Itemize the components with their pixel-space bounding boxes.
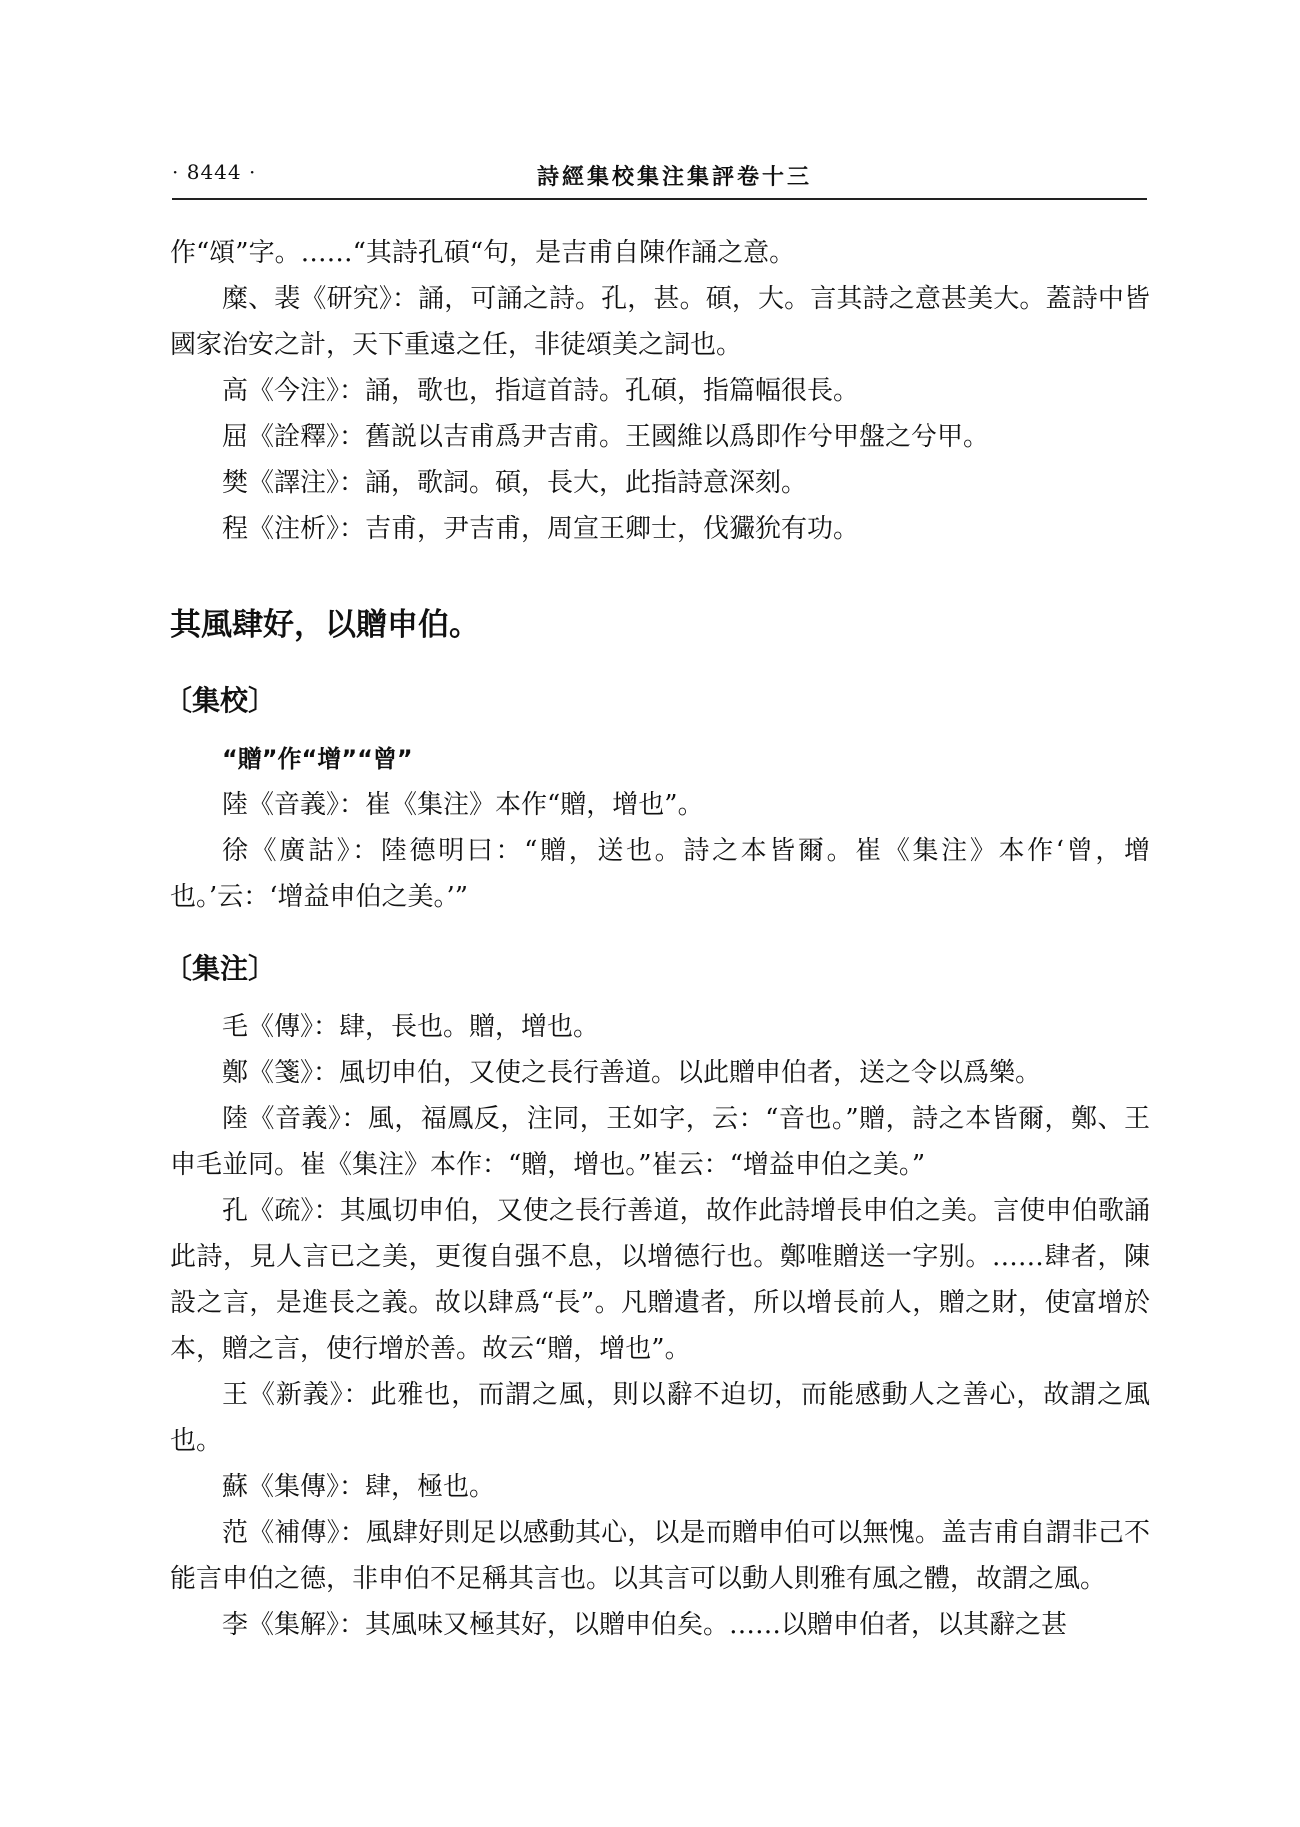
paragraph: 高《今注》：誦，歌也，指這首詩。孔碩，指篇幅很長。 [222,376,860,406]
page-body [164,230,1150,1648]
paragraph: 屈《詮釋》：舊説以吉甫爲尹吉甫。王國維以爲即作兮甲盤之兮甲。 [222,422,990,452]
paragraph: 李《集解》：其風味又極其好，以贈申伯矣。……以贈申伯者，以其辭之甚 [222,1610,1068,1640]
paragraph: 糜、裴《研究》：誦，可誦之詩。孔，甚。碩，大。言其詩之意甚美大。蓋詩中皆國家治安之計，天下重遠之任，非徒頌美之詞也。 [170,284,1150,360]
paragraph: 蘇《集傳》：肆，極也。 [222,1472,496,1502]
paragraph: 范《補傳》：風肆好則足以感動其心，以是而贈申伯可以無愧。盖吉甫自謂非己不能言申伯之德，非申伯不足稱其言也。以其言可以動人則雅有風之體，故謂之風。 [170,1518,1150,1594]
paragraph: 毛《傳》：肆，長也。贈，增也。 [222,1012,600,1042]
header-rule [172,198,1147,200]
page-number: · 8444 · [172,160,257,184]
paragraph: 孔《疏》：其風切申伯，又使之長行善道，故作此詩增長申伯之美。言使申伯歌誦此詩，見人言已之美，更復自强不息，以增德行也。鄭唯贈送一字别。……肆者，陳設之言，是進長之義。故以肆爲“長”。凡贈遺者，所以增長前人，贈之財，使富增於本，贈之言，使行增於善。故云“贈，增也”。 [170,1196,1150,1364]
paragraph: 作“頌”字。……“其詩孔碩“句，是吉甫自陳作誦之意。 [170,238,796,268]
paragraph: 陸《音義》：風，福鳳反，注同，王如字，云：“音也。”贈，詩之本皆爾，鄭、王申毛並同。崔《集注》本作：“贈，增也。”崔云：“增益申伯之美。” [170,1104,1150,1180]
paragraph: 鄭《箋》：風切申伯，又使之長行善道。以此贈申伯者，送之令以爲樂。 [222,1058,1042,1088]
section-title-jiaoxiao: 〔集校〕 [164,684,277,717]
paragraph: 徐《廣詁》：陸德明曰：“贈，送也。詩之本皆爾。崔《集注》本作‘曾，增也。’云：‘增益申伯之美。’” [170,836,1150,912]
running-title: 詩經集校集注集評卷十三 [537,164,813,190]
section-title-jizhu: 〔集注〕 [164,952,277,985]
verse-heading: 其風肆好，以贈申伯。 [170,607,480,643]
paragraph: 樊《譯注》：誦，歌詞。碩，長大，此指詩意深刻。 [222,468,808,498]
paragraph: 王《新義》：此雅也，而謂之風，則以辭不迫切，而能感動人之善心，故謂之風也。 [170,1380,1150,1456]
variant-subhead: “贈”作“增”“曾” [222,745,413,773]
paragraph: 程《注析》：吉甫，尹吉甫，周宣王卿士，伐玁狁有功。 [222,514,860,544]
paragraph: 陸《音義》：崔《集注》本作“贈，增也”。 [222,790,704,820]
page-header [172,160,1147,190]
